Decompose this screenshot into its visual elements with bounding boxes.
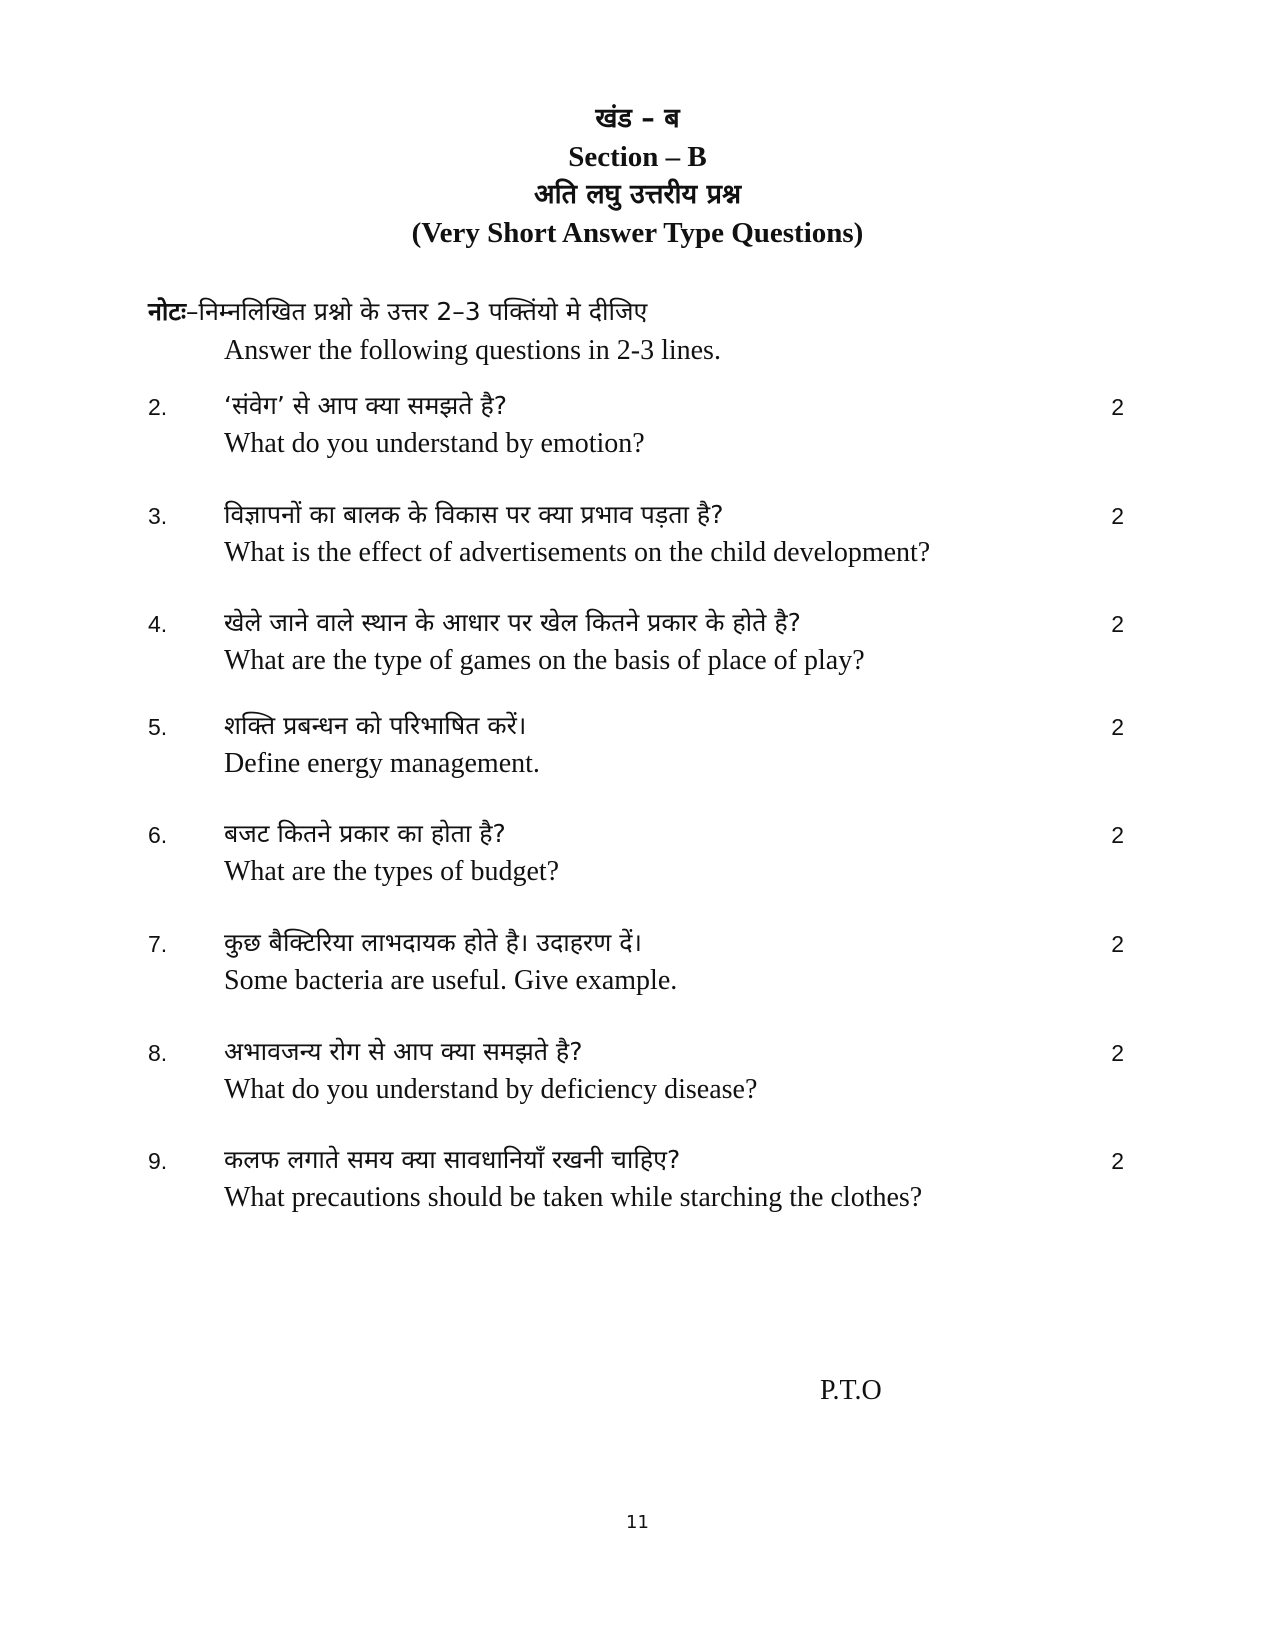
question-number: 7. (148, 931, 168, 957)
question-marks: 2 (1111, 394, 1124, 420)
question-marks: 2 (1111, 611, 1124, 637)
pto-label: P.T.O (820, 1375, 882, 1406)
question-item (148, 605, 1128, 689)
question-item (148, 816, 1128, 900)
question-text-english: What do you understand by emotion? (224, 428, 645, 459)
section-title-english: Section – B (568, 141, 707, 173)
question-text-english: Some bacteria are useful. Give example. (224, 965, 678, 996)
question-type-english: (Very Short Answer Type Questions) (411, 217, 864, 249)
question-text-hindi: अभावजन्य रोग से आप क्या समझते है? (224, 1037, 583, 1066)
question-number: 3. (148, 503, 168, 529)
question-item (148, 708, 1128, 792)
question-number: 8. (148, 1040, 168, 1066)
question-text-english: Define energy management. (224, 748, 540, 779)
note-label: नोटः (148, 297, 187, 326)
instruction-note (148, 292, 1108, 370)
question-text-hindi: खेले जाने वाले स्थान के आधार पर खेल कितने प्रकार के होते है? (224, 608, 801, 637)
question-type-hindi: अति लघु उत्तरीय प्रश्न (533, 179, 742, 210)
page-number: 11 (626, 1512, 649, 1533)
question-item (148, 1142, 1128, 1226)
question-text-english: What are the type of games on the basis of place of play? (224, 645, 865, 676)
question-marks: 2 (1111, 1040, 1124, 1066)
question-marks: 2 (1111, 1148, 1124, 1174)
question-number: 5. (148, 714, 168, 740)
question-marks: 2 (1111, 931, 1124, 957)
note-hindi-line (148, 292, 1108, 332)
question-text-hindi: विज्ञापनों का बालक के विकास पर क्या प्रभाव पड़ता है? (224, 500, 724, 529)
question-text-english: What precautions should be taken while starching the clothes? (224, 1182, 923, 1213)
question-item (148, 497, 1128, 581)
question-text-hindi: कुछ बैक्टिरिया लाभदायक होते है। उदाहरण दें। (224, 928, 643, 957)
question-number: 2. (148, 394, 168, 420)
question-text-hindi: शक्ति प्रबन्धन को परिभाषित करें। (224, 711, 527, 740)
question-marks: 2 (1111, 822, 1124, 848)
note-text-english: Answer the following questions in 2-3 lines. (224, 335, 721, 366)
question-text-hindi: ‘संवेग’ से आप क्या समझते है? (224, 391, 508, 420)
note-text-hindi: निम्नलिखित प्रश्नो के उत्तर 2–3 पक्तिंयो मे दीजिए (198, 297, 648, 326)
question-number: 6. (148, 822, 168, 848)
question-number: 4. (148, 611, 168, 637)
question-text-english: What are the types of budget? (224, 856, 560, 887)
note-dash: – (186, 297, 199, 326)
question-marks: 2 (1111, 714, 1124, 740)
section-title-hindi: खंड – ब (595, 103, 680, 134)
question-item (148, 388, 1128, 472)
question-text-hindi: बजट कितने प्रकार का होता है? (224, 819, 506, 848)
question-item (148, 925, 1128, 1009)
question-item (148, 1034, 1128, 1118)
question-text-hindi: कलफ लगाते समय क्या सावधानियाँ रखनी चाहिए? (224, 1145, 681, 1174)
question-text-english: What do you understand by deficiency disease? (224, 1074, 758, 1105)
section-header (0, 100, 1275, 252)
question-text-english: What is the effect of advertisements on the child development? (224, 537, 931, 568)
question-marks: 2 (1111, 503, 1124, 529)
question-number: 9. (148, 1148, 168, 1174)
